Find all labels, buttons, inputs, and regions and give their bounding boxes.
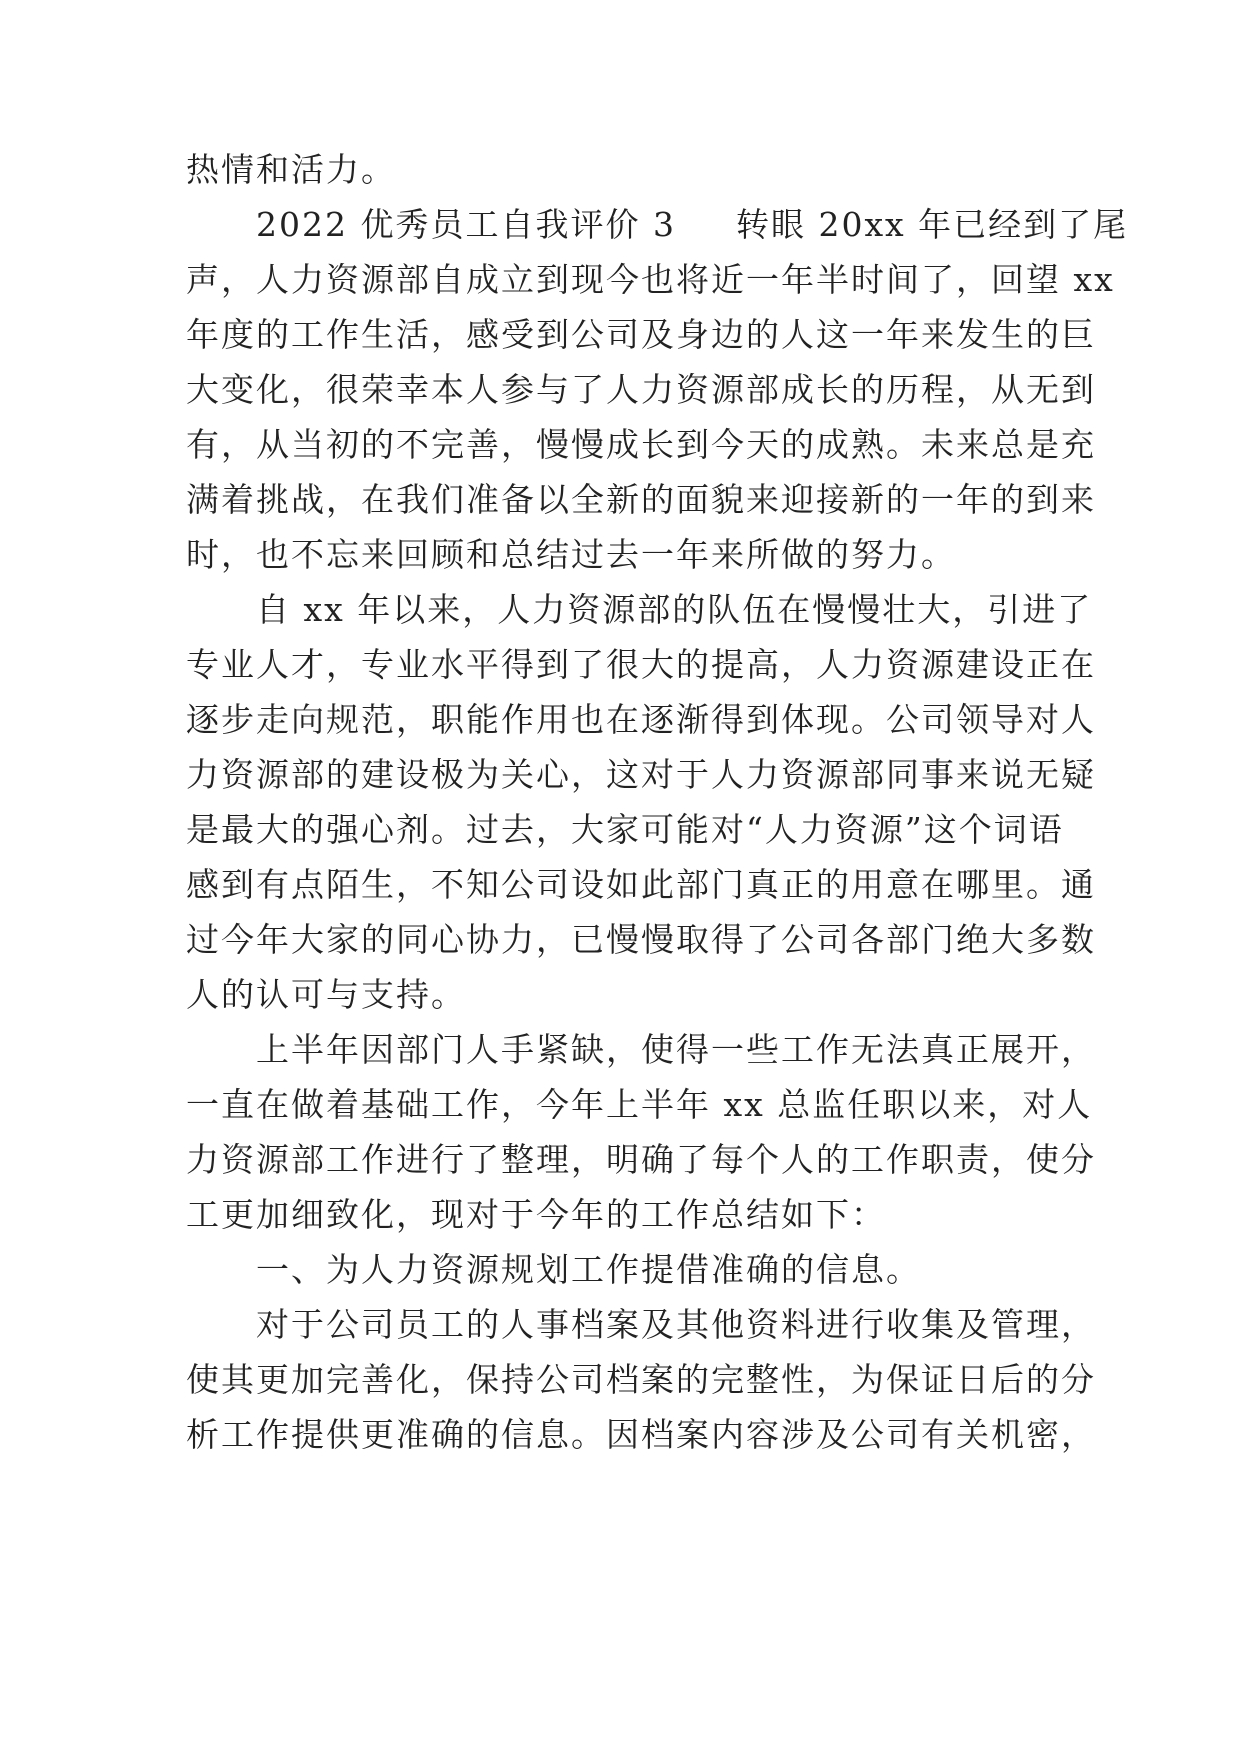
section-heading: 2022 优秀员工自我评价 3 bbox=[256, 205, 676, 244]
text-line: 大变化，很荣幸本人参与了人力资源部成长的历程，从无到 bbox=[186, 370, 1096, 409]
text-line: 人的认可与支持。 bbox=[186, 975, 466, 1014]
text-line: 工更加细致化，现对于今年的工作总结如下： bbox=[186, 1195, 886, 1234]
text-line: 是最大的强心剂。过去，大家可能对“人力资源”这个词语 bbox=[186, 810, 1064, 849]
text-line: 热情和活力。 bbox=[186, 150, 396, 189]
section-heading-line bbox=[256, 205, 1128, 245]
text-segment: 转眼 20xx 年已经到了尾 bbox=[735, 205, 1129, 244]
text-line: 逐步走向规范，职能作用也在逐渐得到体现。公司领导对人 bbox=[186, 700, 1096, 739]
text-line: 使其更加完善化，保持公司档案的完整性，为保证日后的分 bbox=[186, 1360, 1096, 1399]
text-line: 自 xx 年以来，人力资源部的队伍在慢慢壮大，引进了 bbox=[256, 590, 1093, 629]
text-line: 满着挑战，在我们准备以全新的面貌来迎接新的一年的到来 bbox=[186, 480, 1096, 519]
text-line: 时，也不忘来回顾和总结过去一年来所做的努力。 bbox=[186, 535, 956, 574]
text-line: 力资源部的建设极为关心，这对于人力资源部同事来说无疑 bbox=[186, 755, 1096, 794]
text-line: 对于公司员工的人事档案及其他资料进行收集及管理， bbox=[256, 1305, 1096, 1344]
text-line: 有，从当初的不完善，慢慢成长到今天的成熟。未来总是充 bbox=[186, 425, 1096, 464]
list-heading: 一、为人力资源规划工作提借准确的信息。 bbox=[256, 1250, 921, 1289]
text-line: 析工作提供更准确的信息。因档案内容涉及公司有关机密， bbox=[186, 1415, 1096, 1454]
text-line: 上半年因部门人手紧缺，使得一些工作无法真正展开， bbox=[256, 1030, 1096, 1069]
text-line: 力资源部工作进行了整理，明确了每个人的工作职责，使分 bbox=[186, 1140, 1096, 1179]
text-line: 感到有点陌生，不知公司设如此部门真正的用意在哪里。通 bbox=[186, 865, 1096, 904]
text-line: 过今年大家的同心协力，已慢慢取得了公司各部门绝大多数 bbox=[186, 920, 1096, 959]
text-line: 专业人才，专业水平得到了很大的提高，人力资源建设正在 bbox=[186, 645, 1096, 684]
text-line: 声，人力资源部自成立到现今也将近一年半时间了，回望 xx bbox=[186, 260, 1115, 299]
text-line: 年度的工作生活，感受到公司及身边的人这一年来发生的巨 bbox=[186, 315, 1096, 354]
text-line: 一直在做着基础工作，今年上半年 xx 总监任职以来，对人 bbox=[186, 1085, 1093, 1124]
